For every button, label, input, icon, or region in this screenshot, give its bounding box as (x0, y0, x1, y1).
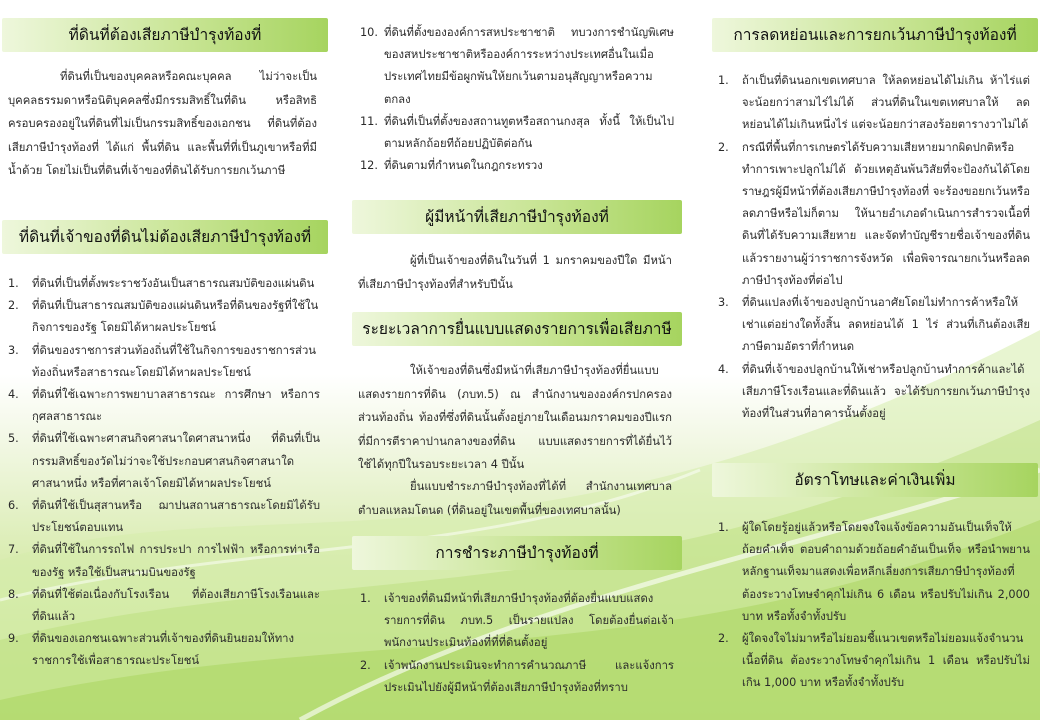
list-text: ที่ดินของราชการส่วนท้องถิ่นที่ใช้ในกิจการของราชการส่วนท้องถิ่นหรือสาธารณะโดยมิได้หาผลประโยชน์ (32, 343, 317, 379)
column-3 (708, 0, 1040, 720)
column-1 (0, 0, 328, 720)
list-item (8, 495, 320, 539)
list-text: ที่ดินที่เป็นที่ตั้งพระราชวังอันเป็นสาธารณสมบัติของแผ่นดิน (32, 277, 315, 290)
list-text: ที่ดินที่ใช้เป็นสุสานหรือ ฌาปนสถานสาธารณะโดยมิได้รับประโยชน์ตอบแทน (32, 499, 320, 535)
section-title-penalty: อัตราโทษและค่าเงินเพิ่ม (712, 463, 1038, 497)
list-number: 1. (718, 74, 729, 87)
list-item (360, 155, 674, 177)
section-body-taxpayer: ผู้ที่เป็นเจ้าของที่ดินในวันที่ 1 มกราคมของปีใด มีหน้าที่เสียภาษีบำรุงท้องที่สำหรับปีนั้น (358, 254, 672, 291)
list-number: 12. (360, 159, 378, 173)
section-title-exempt-land: ที่ดินที่เจ้าของที่ดินไม่ต้องเสียภาษีบำรุงท้องที่ (2, 220, 328, 254)
list-item (718, 137, 1030, 292)
list-item (8, 539, 320, 583)
list-number: 4. (8, 388, 19, 402)
list-item (718, 70, 1030, 137)
list-text: ที่ดินแปลงที่เจ้าของปลูกบ้านอาศัยโดยไม่ทำการค้าหรือให้เช่าแต่อย่างใดทั้งสิ้น ลดหย่อนได้ 1 ไร่ ส่วนที่เกินต้องเสียภาษีตามอัตราที่กำหนด (742, 296, 1030, 354)
list-number: 6. (8, 499, 19, 513)
list-text: ถ้าเป็นที่ดินนอกเขตเทศบาล ให้ลดหย่อนได้ไม่เกิน ห้าไร่แต่จะน้อยกว่าสามไร่ไม่ได้ ส่วนที่ดินในเขตเทศบาลให้ ลดหย่อนได้ไม่เกินหนึ่งไร่ แต่จะน้อยกว่าสองร้อยตารางวาไม่ได้ (742, 74, 1030, 132)
exempt-land-list (8, 273, 320, 673)
section-title-filing-period: ระยะเวลาการยื่นแบบแสดงรายการเพื่อเสียภาษี (352, 312, 682, 346)
list-text: ที่ดินที่เป็นสาธารณสมบัติของแผ่นดินหรือที่ดินของรัฐที่ใช้ในกิจการของรัฐ โดยมิได้หาผลประโยชน์ (32, 299, 319, 335)
section-title-taxpayer: ผู้มีหน้าที่เสียภาษีบำรุงท้องที่ (352, 200, 682, 234)
list-number: 2. (718, 140, 729, 154)
column-2 (350, 0, 684, 720)
list-item (8, 584, 320, 628)
list-number: 3. (718, 296, 729, 310)
list-text: เจ้าพนักงานประเมินจะทำการคำนวณภาษี และแจ้งการประเมินไปยังผู้มีหน้าที่ต้องเสียภาษีบำรุงท้องที่ทราบ (384, 658, 674, 694)
list-item (360, 588, 674, 655)
list-item (8, 295, 320, 339)
payment-list (360, 588, 674, 699)
list-text: ที่ดินที่ใช้ในการรถไฟ การประปา การไฟฟ้า หรือการท่าเรือของรัฐ หรือใช้เป็นสนามบินของรัฐ (32, 543, 320, 579)
list-item (8, 428, 320, 495)
list-item (8, 340, 320, 384)
list-text: ที่ดินที่เป็นที่ตั้งของสถานทูตหรือสถานกงสุล ทั้งนี้ ให้เป็นไปตามหลักถ้อยทีถ้อยปฏิบัติต่อกัน (384, 114, 674, 151)
list-number: 2. (718, 632, 729, 646)
list-text: เจ้าของที่ดินมีหน้าที่เสียภาษีบำรุงท้องที่ต้องยื่นแบบแสดงรายการที่ดิน ภบท.5 เป็นรายแปลง โดยต้องยื่นต่อเจ้าพนักงานประเมินท้องที่ที่ที่ดินตั้งอยู่ (384, 592, 674, 650)
list-text: กรณีที่พื้นที่การเกษตรได้รับความเสียหายมากผิดปกติหรือทำการเพาะปลูกไม่ได้ ด้วยเหตุอันพ้นวิสัยที่จะป้องกันได้โดยราษฎรผู้มีหน้าที่ต้องเสียภาษีบำรุงท้องที่ จะร้องขอยกเว้นหรือลดภาษีหรือไม่ก็ตาม ให้นายอำเภอดำเนินการสำรวจเนื้อที่ดินที่ได้รับความเสียหาย และจัดทำบัญชีรายชื่อเจ้าของที่ดินแล้วรายงานผู้ว่าราชการจังหวัด เพื่อพิจารณายกเว้นหรือลดภาษีบำรุงท้องที่ต่อไป (742, 140, 1030, 287)
list-text: ที่ดินที่ใช้ต่อเนื่องกับโรงเรือน ที่ต้องเสียภาษีโรงเรือนและที่ดินแล้ว (32, 587, 320, 624)
list-number: 10. (360, 26, 378, 39)
list-text: ผู้ใดจงใจไม่มาหรือไม่ยอมชี้แนวเขตหรือไม่ยอมแจ้งจำนวนเนื้อที่ดิน ต้องระวางโทษจำคุกไม่เกิน 1 เดือน หรือปรับไม่เกิน 1,000 บาท หรือทั้งจำทั้งปรับ (742, 632, 1030, 690)
list-text: ที่ดินของเอกชนเฉพาะส่วนที่เจ้าของที่ดินยินยอมให้ทางราชการใช้เพื่อสาธารณะประโยชน์ (32, 632, 295, 668)
section-body-filing-location: ยื่นแบบชำระภาษีบำรุงท้องที่ได้ที่ สำนักงานเทศบาลตำบลแหลมโตนด (ที่ดินอยู่ในเขตพื้นที่ของเทศบาลนั้น) (358, 480, 672, 517)
list-item (718, 628, 1030, 695)
list-number: 8. (8, 587, 19, 601)
list-number: 11. (360, 114, 378, 128)
list-item (360, 655, 674, 699)
list-item (360, 22, 674, 111)
list-number: 2. (8, 299, 19, 313)
exempt-land-list-continued (360, 22, 674, 177)
list-text: ที่ดินตามที่กำหนดในกฎกระทรวง (384, 159, 543, 173)
list-number: 7. (8, 543, 19, 557)
list-text: ที่ดินที่เจ้าของปลูกบ้านให้เช่าหรือปลูกบ้านทำการค้าและได้เสียภาษีโรงเรือนและที่ดินแล้ว จะได้รับการยกเว้นภาษีบำรุงท้องที่ในส่วนที่อาคารนั้นตั้งอยู่ (742, 362, 1030, 421)
section-body-filing-period: ให้เจ้าของที่ดินซึ่งมีหน้าที่เสียภาษีบำรุงท้องที่ยื่นแบบแสดงรายการที่ดิน (ภบท.5) ณ สำนักงานขององค์กรปกครอง ส่วนท้องถิ่น ท้องที่ซึ่งที่ดินนั้นตั้งอยู่ภายในเดือนมกราคมของปีแรกที่มีการตีราคาปานกลางของที่ดิน แบบแสดงรายการที่ได้ยื่นไว้ใช้ได้ทุกปีในรอบระยะเวลา 4 ปีนั้น (358, 364, 672, 471)
list-item (8, 273, 320, 295)
penalty-list (718, 517, 1030, 695)
list-text: ผู้ใดโดยรู้อยู่แล้วหรือโดยจงใจแจ้งข้อความอันเป็นเท็จให้ถ้อยคำเท็จ ตอบคำถามด้วยถ้อยคำอันเป็นเท็จ หรือนำพยานหลักฐานเท็จมาแสดงเพื่อหลีกเลี่ยงการเสียภาษีบำรุงท้องที่ ต้องระวางโทษจำคุกไม่เกิน 6 เดือน หรือปรับไม่เกิน 2,000 บาท หรือทั้งจำทั้งปรับ (742, 521, 1030, 623)
list-item (718, 517, 1030, 628)
list-text: ที่ดินที่ตั้งขององค์การสหประชาชาติ ทบวงการชำนัญพิเศษของสหประชาชาติหรือองค์การระหว่างประเทศอื่นในเมื่อประเทศไทยมีข้อผูกพันให้ยกเว้นตามอนุสัญญาหรือความตกลง (384, 26, 674, 106)
list-item (718, 292, 1030, 359)
list-text: ที่ดินที่ใช้เฉพาะศาสนกิจศาสนาใดศาสนาหนึ่ง ที่ดินที่เป็นกรรมสิทธิ์ของวัดไม่ว่าจะใช้ประกอบศาสนกิจศาสนาใดศาสนาหนึ่ง หรือที่ศาลเจ้าโดยมิได้หาผลประโยชน์ (32, 432, 320, 490)
list-item (718, 359, 1030, 426)
list-number: 1. (360, 592, 371, 605)
section-title-taxable-land: ที่ดินที่ต้องเสียภาษีบำรุงท้องที่ (2, 18, 328, 52)
section-body-taxable-land: ที่ดินที่เป็นของบุคคลหรือคณะบุคคล ไม่ว่าจะเป็นบุคคลธรรมดาหรือนิติบุคคลซึ่งมีกรรมสิทธิ์ในที่ดิน หรือสิทธิครอบครองอยู่ในที่ดินที่ไม่เป็นกรรมสิทธิ์ของเอกชน ที่ดินที่ต้องเสียภาษีบำรุงท้องที่ ได้แก่ พื้นที่ดิน และพื้นที่ที่เป็นภูเขาหรือที่มีน้ำด้วย โดยไม่เป็นที่ดินที่เจ้าของที่ดินได้รับการยกเว้นภาษี (8, 70, 317, 177)
list-number: 4. (718, 362, 729, 376)
list-number: 3. (8, 343, 19, 357)
list-number: 1. (718, 521, 729, 534)
list-text: ที่ดินที่ใช้เฉพาะการพยาบาลสาธารณะ การศึกษา หรือการกุศลสาธารณะ (32, 388, 320, 424)
list-number: 1. (8, 277, 19, 290)
list-number: 2. (360, 658, 371, 672)
list-item (360, 111, 674, 155)
list-item (8, 628, 320, 672)
section-title-deduction: การลดหย่อนและการยกเว้นภาษีบำรุงท้องที่ (712, 18, 1038, 52)
section-title-payment: การชำระภาษีบำรุงท้องที่ (352, 536, 682, 570)
deduction-list (718, 70, 1030, 425)
list-number: 5. (8, 432, 19, 446)
list-item (8, 384, 320, 428)
list-number: 9. (8, 632, 19, 646)
